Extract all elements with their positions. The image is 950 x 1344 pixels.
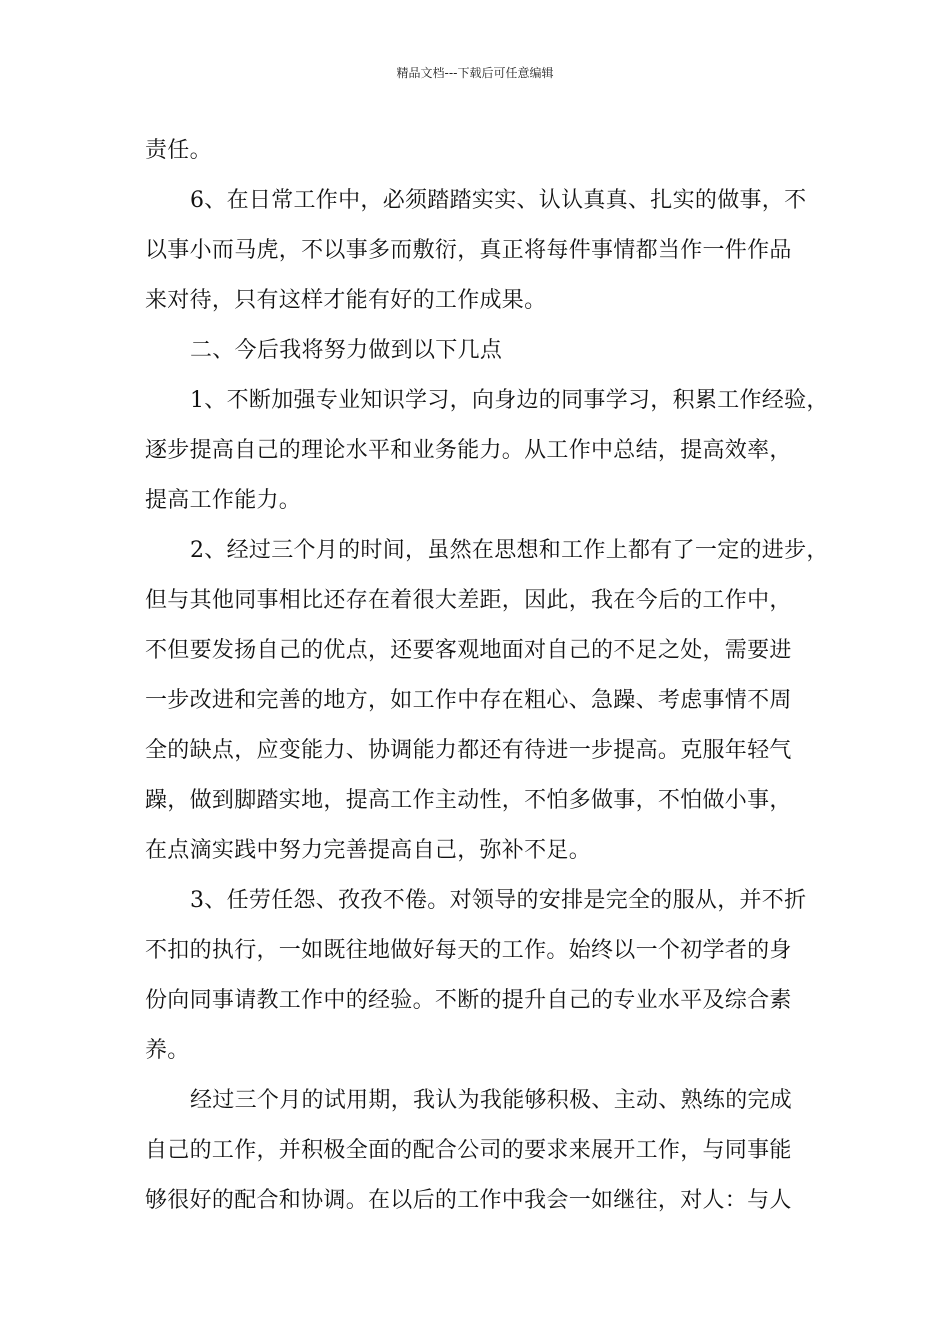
text-line: 一步改进和完善的地方，如工作中存在粗心、急躁、考虑事情不周: [145, 688, 792, 713]
text-line: 养。: [145, 1038, 190, 1063]
text-line: 不但要发扬自己的优点，还要客观地面对自己的不足之处，需要进: [145, 638, 792, 663]
text-line: 提高工作能力。: [145, 488, 302, 513]
text-line: 6、在日常工作中，必须踏踏实实、认认真真、扎实的做事，不: [190, 188, 807, 213]
section-heading: 二、今后我将努力做到以下几点: [190, 338, 503, 363]
text-line: 以事小而马虎，不以事多而敷衍，真正将每件事情都当作一件作品: [145, 238, 792, 263]
text-line: 逐步提高自己的理论水平和业务能力。从工作中总结，提高效率，: [145, 438, 792, 463]
text-line: 1、不断加强专业知识学习，向身边的同事学习，积累工作经验，: [190, 388, 829, 413]
text-line: 来对待，只有这样才能有好的工作成果。: [145, 288, 547, 313]
text-line: 全的缺点，应变能力、协调能力都还有待进一步提高。克服年轻气: [145, 738, 792, 763]
text-line: 责任。: [145, 138, 212, 163]
text-line: 2、经过三个月的时间，虽然在思想和工作上都有了一定的进步，: [190, 538, 829, 563]
text-line: 自己的工作，并积极全面的配合公司的要求来展开工作，与同事能: [145, 1138, 792, 1163]
text-line: 份向同事请教工作中的经验。不断的提升自己的专业水平及综合素: [145, 988, 792, 1013]
text-line: 够很好的配合和协调。在以后的工作中我会一如继往，对人：与人: [145, 1188, 792, 1213]
text-line: 3、任劳任怨、孜孜不倦。对领导的安排是完全的服从，并不折: [190, 888, 807, 913]
text-line: 经过三个月的试用期，我认为我能够积极、主动、熟练的完成: [190, 1088, 793, 1113]
text-line: 不扣的执行，一如既往地做好每天的工作。始终以一个初学者的身: [145, 938, 792, 963]
page-header: 精品文档---下载后可任意编辑: [396, 66, 554, 80]
text-line: 在点滴实践中努力完善提高自己，弥补不足。: [145, 838, 592, 863]
text-line: 躁，做到脚踏实地，提高工作主动性，不怕多做事，不怕做小事，: [145, 788, 792, 813]
text-line: 但与其他同事相比还存在着很大差距，因此，我在今后的工作中，: [145, 588, 792, 613]
